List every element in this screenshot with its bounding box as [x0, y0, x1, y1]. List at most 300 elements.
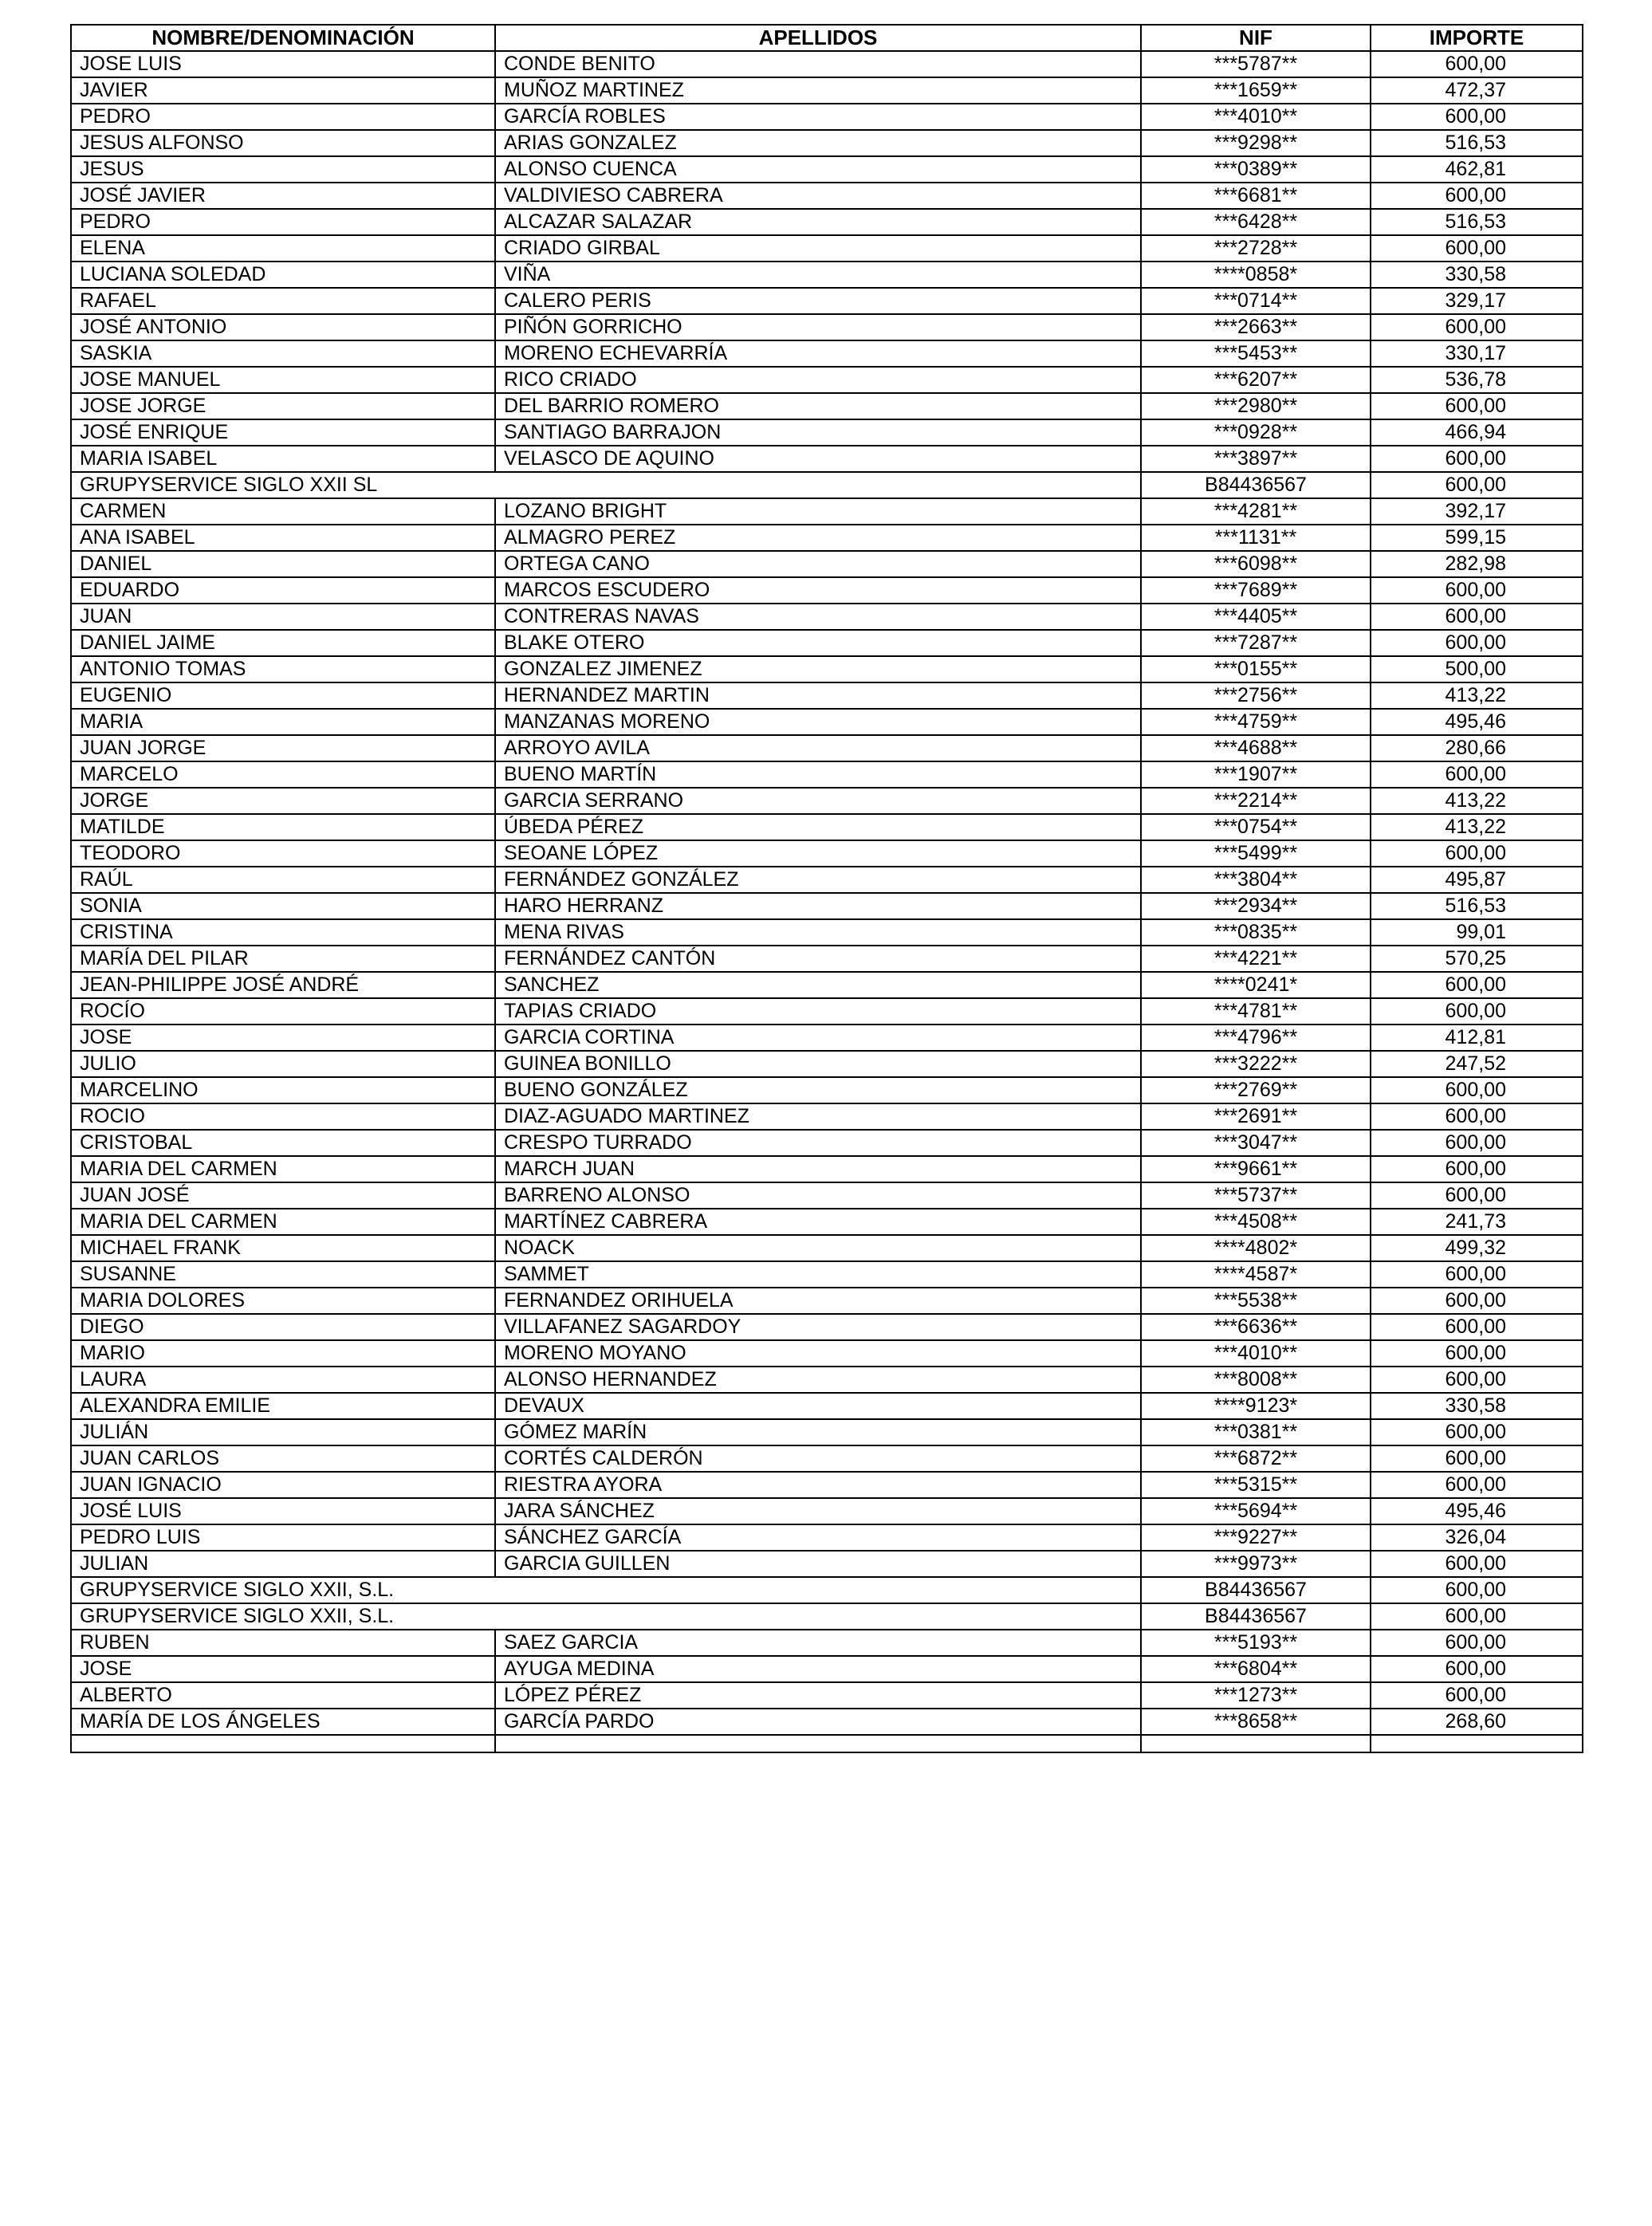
- cell-nombre: ROCÍO: [71, 998, 495, 1025]
- cell-nombre: ROCIO: [71, 1103, 495, 1130]
- table-row: [71, 288, 1583, 314]
- cell-nif: ***9298**: [1141, 130, 1371, 156]
- table-row: [71, 498, 1583, 525]
- cell-importe: 516,53: [1371, 130, 1583, 156]
- cell-apellidos: ARROYO AVILA: [495, 735, 1141, 761]
- cell-apellidos: DIAZ-AGUADO MARTINEZ: [495, 1103, 1141, 1130]
- cell-importe: 330,17: [1371, 340, 1583, 367]
- cell-nif: ***6804**: [1141, 1656, 1371, 1682]
- cell-nif: ***0389**: [1141, 156, 1371, 183]
- cell-nif: ***8008**: [1141, 1367, 1371, 1393]
- cell-nif: ***0754**: [1141, 814, 1371, 840]
- cell-apellidos: GARCIA CORTINA: [495, 1025, 1141, 1051]
- table-row: [71, 367, 1583, 393]
- cell-apellidos: [495, 1735, 1141, 1752]
- cell-importe: 392,17: [1371, 498, 1583, 525]
- cell-importe: 600,00: [1371, 1367, 1583, 1393]
- cell-apellidos: MANZANAS MORENO: [495, 709, 1141, 735]
- cell-nombre: JEAN-PHILIPPE JOSÉ ANDRÉ: [71, 972, 495, 998]
- cell-nombre: DANIEL: [71, 551, 495, 577]
- cell-importe: 600,00: [1371, 1419, 1583, 1445]
- cell-nif: ***5538**: [1141, 1288, 1371, 1314]
- cell-apellidos: DEL BARRIO ROMERO: [495, 393, 1141, 419]
- cell-nombre: JUAN: [71, 604, 495, 630]
- cell-apellidos: LÓPEZ PÉREZ: [495, 1682, 1141, 1709]
- cell-apellidos: SANCHEZ: [495, 972, 1141, 998]
- cell-importe: 600,00: [1371, 104, 1583, 130]
- cell-nif: ***9973**: [1141, 1551, 1371, 1577]
- cell-nif: ***5499**: [1141, 840, 1371, 867]
- table-row: [71, 867, 1583, 893]
- cell-nombre: JOSE: [71, 1656, 495, 1682]
- cell-apellidos: SEOANE LÓPEZ: [495, 840, 1141, 867]
- cell-importe: 472,37: [1371, 77, 1583, 104]
- table-row: [71, 1025, 1583, 1051]
- cell-apellidos: GARCÍA PARDO: [495, 1709, 1141, 1735]
- table-row: [71, 1709, 1583, 1735]
- cell-nombre: ELENA: [71, 235, 495, 262]
- cell-nombre: JAVIER: [71, 77, 495, 104]
- cell-apellidos: CRIADO GIRBAL: [495, 235, 1141, 262]
- cell-nombre: MARIA ISABEL: [71, 446, 495, 472]
- cell-nombre: SASKIA: [71, 340, 495, 367]
- cell-importe: 466,94: [1371, 419, 1583, 446]
- cell-apellidos: CRESPO TURRADO: [495, 1130, 1141, 1156]
- cell-apellidos: VIÑA: [495, 262, 1141, 288]
- cell-importe: 280,66: [1371, 735, 1583, 761]
- cell-nif: ****9123*: [1141, 1393, 1371, 1419]
- cell-importe: 600,00: [1371, 1130, 1583, 1156]
- cell-nif: ***1131**: [1141, 525, 1371, 551]
- table-row: [71, 393, 1583, 419]
- table-row: [71, 1445, 1583, 1472]
- cell-nif: ***7287**: [1141, 630, 1371, 656]
- cell-importe: 500,00: [1371, 656, 1583, 682]
- cell-importe: 600,00: [1371, 1551, 1583, 1577]
- cell-nombre: JESUS: [71, 156, 495, 183]
- cell-nif: B84436567: [1141, 1603, 1371, 1630]
- table-row: [71, 1314, 1583, 1340]
- cell-importe: 599,15: [1371, 525, 1583, 551]
- cell-nif: ***4759**: [1141, 709, 1371, 735]
- table-row: [71, 156, 1583, 183]
- cell-nombre: MARCELINO: [71, 1077, 495, 1103]
- cell-importe: 413,22: [1371, 788, 1583, 814]
- header-nombre: NOMBRE/DENOMINACIÓN: [71, 25, 495, 51]
- table-row: [71, 235, 1583, 262]
- cell-importe: 99,01: [1371, 919, 1583, 946]
- cell-apellidos: PIÑÓN GORRICHO: [495, 314, 1141, 340]
- cell-importe: 413,22: [1371, 814, 1583, 840]
- cell-apellidos: SANTIAGO BARRAJON: [495, 419, 1141, 446]
- cell-nombre: DANIEL JAIME: [71, 630, 495, 656]
- cell-apellidos: FERNÁNDEZ CANTÓN: [495, 946, 1141, 972]
- table-row: [71, 1682, 1583, 1709]
- cell-nif: B84436567: [1141, 472, 1371, 498]
- cell-nombre: MATILDE: [71, 814, 495, 840]
- cell-nif: ***6098**: [1141, 551, 1371, 577]
- cell-nombre: PEDRO LUIS: [71, 1524, 495, 1551]
- table-row: [71, 919, 1583, 946]
- cell-nif: ***6636**: [1141, 1314, 1371, 1340]
- table-row: [71, 682, 1583, 709]
- table-row: [71, 998, 1583, 1025]
- cell-importe: 536,78: [1371, 367, 1583, 393]
- cell-apellidos: FERNANDEZ ORIHUELA: [495, 1288, 1141, 1314]
- table-row: [71, 1630, 1583, 1656]
- cell-nif: ***6872**: [1141, 1445, 1371, 1472]
- cell-nif: ***0714**: [1141, 288, 1371, 314]
- cell-apellidos: ALONSO HERNANDEZ: [495, 1367, 1141, 1393]
- cell-nif: ***4405**: [1141, 604, 1371, 630]
- cell-importe: 495,87: [1371, 867, 1583, 893]
- cell-nombre: JESUS ALFONSO: [71, 130, 495, 156]
- cell-apellidos: AYUGA MEDINA: [495, 1656, 1141, 1682]
- cell-nombre: ANA ISABEL: [71, 525, 495, 551]
- cell-importe: 330,58: [1371, 1393, 1583, 1419]
- table-row: [71, 551, 1583, 577]
- cell-apellidos: VELASCO DE AQUINO: [495, 446, 1141, 472]
- cell-nif: B84436567: [1141, 1577, 1371, 1603]
- cell-importe: 600,00: [1371, 1682, 1583, 1709]
- cell-nombre: MARCELO: [71, 761, 495, 788]
- cell-nombre: JOSE JORGE: [71, 393, 495, 419]
- table-row: [71, 340, 1583, 367]
- cell-nif: ***6207**: [1141, 367, 1371, 393]
- cell-nombre: ALBERTO: [71, 1682, 495, 1709]
- cell-nif: ***2756**: [1141, 682, 1371, 709]
- cell-nombre: MARIO: [71, 1340, 495, 1367]
- table-row: [71, 314, 1583, 340]
- cell-apellidos: MENA RIVAS: [495, 919, 1141, 946]
- cell-apellidos: CORTÉS CALDERÓN: [495, 1445, 1141, 1472]
- cell-nombre: JULIO: [71, 1051, 495, 1077]
- header-nif: NIF: [1141, 25, 1371, 51]
- cell-importe: 600,00: [1371, 235, 1583, 262]
- cell-importe: 600,00: [1371, 1630, 1583, 1656]
- cell-nombre: PEDRO: [71, 209, 495, 235]
- cell-nombre: MARIA DEL CARMEN: [71, 1156, 495, 1182]
- table-row: [71, 446, 1583, 472]
- table-row: [71, 1577, 1583, 1603]
- table-row: [71, 1051, 1583, 1077]
- cell-nombre: GRUPYSERVICE SIGLO XXII SL: [71, 472, 1141, 498]
- cell-nombre: JOSÉ ANTONIO: [71, 314, 495, 340]
- cell-importe: 600,00: [1371, 1472, 1583, 1498]
- cell-importe: 499,32: [1371, 1235, 1583, 1261]
- cell-nif: ***5737**: [1141, 1182, 1371, 1209]
- cell-apellidos: ARIAS GONZALEZ: [495, 130, 1141, 156]
- table-row: [71, 761, 1583, 788]
- cell-nombre: MARÍA DEL PILAR: [71, 946, 495, 972]
- cell-nombre: JOSE: [71, 1025, 495, 1051]
- cell-importe: 600,00: [1371, 577, 1583, 604]
- header-apellidos: APELLIDOS: [495, 25, 1141, 51]
- cell-importe: 570,25: [1371, 946, 1583, 972]
- cell-nif: [1141, 1735, 1371, 1752]
- cell-nombre: EDUARDO: [71, 577, 495, 604]
- cell-nif: ****4587*: [1141, 1261, 1371, 1288]
- cell-nif: ***5787**: [1141, 51, 1371, 77]
- cell-nif: ***5694**: [1141, 1498, 1371, 1524]
- cell-nombre: TEODORO: [71, 840, 495, 867]
- cell-nif: ***6428**: [1141, 209, 1371, 235]
- cell-apellidos: GÓMEZ MARÍN: [495, 1419, 1141, 1445]
- cell-nif: ***3047**: [1141, 1130, 1371, 1156]
- table-row: [71, 1288, 1583, 1314]
- cell-nif: ****0858*: [1141, 262, 1371, 288]
- cell-importe: 600,00: [1371, 1261, 1583, 1288]
- table-row: [71, 1367, 1583, 1393]
- cell-importe: 600,00: [1371, 840, 1583, 867]
- table-row: [71, 209, 1583, 235]
- cell-nif: ***2728**: [1141, 235, 1371, 262]
- cell-apellidos: GUINEA BONILLO: [495, 1051, 1141, 1077]
- cell-importe: 600,00: [1371, 630, 1583, 656]
- cell-nif: ***2980**: [1141, 393, 1371, 419]
- cell-nombre: MARIA DEL CARMEN: [71, 1209, 495, 1235]
- cell-nif: ***9227**: [1141, 1524, 1371, 1551]
- table-row: [71, 51, 1583, 77]
- cell-apellidos: BLAKE OTERO: [495, 630, 1141, 656]
- cell-nif: ***1273**: [1141, 1682, 1371, 1709]
- cell-importe: 516,53: [1371, 893, 1583, 919]
- table-row: [71, 1419, 1583, 1445]
- cell-nombre: MARIA: [71, 709, 495, 735]
- cell-nombre: MARIA DOLORES: [71, 1288, 495, 1314]
- cell-nombre: LUCIANA SOLEDAD: [71, 262, 495, 288]
- table-row: [71, 893, 1583, 919]
- cell-nombre: [71, 1735, 495, 1752]
- cell-importe: 326,04: [1371, 1524, 1583, 1551]
- cell-apellidos: ALCAZAR SALAZAR: [495, 209, 1141, 235]
- cell-nif: ***2214**: [1141, 788, 1371, 814]
- cell-importe: 600,00: [1371, 761, 1583, 788]
- cell-importe: 600,00: [1371, 51, 1583, 77]
- table-row: [71, 788, 1583, 814]
- cell-nombre: LAURA: [71, 1367, 495, 1393]
- cell-importe: 600,00: [1371, 183, 1583, 209]
- table-row: [71, 577, 1583, 604]
- table-row: [71, 1393, 1583, 1419]
- table-row: [71, 1235, 1583, 1261]
- cell-apellidos: MARTÍNEZ CABRERA: [495, 1209, 1141, 1235]
- cell-nombre: CRISTINA: [71, 919, 495, 946]
- cell-importe: 282,98: [1371, 551, 1583, 577]
- cell-nif: ***2663**: [1141, 314, 1371, 340]
- cell-nombre: JOSE MANUEL: [71, 367, 495, 393]
- cell-apellidos: ALONSO CUENCA: [495, 156, 1141, 183]
- table-row: [71, 262, 1583, 288]
- cell-apellidos: CONDE BENITO: [495, 51, 1141, 77]
- beneficiaries-table: [70, 24, 1583, 1753]
- cell-apellidos: MUÑOZ MARTINEZ: [495, 77, 1141, 104]
- cell-nif: ***4796**: [1141, 1025, 1371, 1051]
- cell-nif: ***6681**: [1141, 183, 1371, 209]
- cell-importe: 600,00: [1371, 998, 1583, 1025]
- cell-nif: ****4802*: [1141, 1235, 1371, 1261]
- cell-importe: 329,17: [1371, 288, 1583, 314]
- table-row: [71, 604, 1583, 630]
- cell-nombre: RAÚL: [71, 867, 495, 893]
- cell-nombre: GRUPYSERVICE SIGLO XXII, S.L.: [71, 1577, 1141, 1603]
- cell-apellidos: ÚBEDA PÉREZ: [495, 814, 1141, 840]
- cell-importe: 600,00: [1371, 393, 1583, 419]
- table-row: [71, 1261, 1583, 1288]
- cell-importe: 241,73: [1371, 1209, 1583, 1235]
- cell-apellidos: MARCOS ESCUDERO: [495, 577, 1141, 604]
- cell-apellidos: BUENO GONZÁLEZ: [495, 1077, 1141, 1103]
- cell-nif: ***4781**: [1141, 998, 1371, 1025]
- cell-nombre: MICHAEL FRANK: [71, 1235, 495, 1261]
- cell-importe: 600,00: [1371, 604, 1583, 630]
- cell-nombre: JUAN IGNACIO: [71, 1472, 495, 1498]
- cell-nif: ***9661**: [1141, 1156, 1371, 1182]
- cell-nif: ***2769**: [1141, 1077, 1371, 1103]
- cell-nif: ***0381**: [1141, 1419, 1371, 1445]
- cell-apellidos: SAEZ GARCIA: [495, 1630, 1141, 1656]
- cell-nombre: SUSANNE: [71, 1261, 495, 1288]
- cell-importe: 600,00: [1371, 1182, 1583, 1209]
- cell-nombre: EUGENIO: [71, 682, 495, 709]
- table-row: [71, 419, 1583, 446]
- table-row: [71, 1209, 1583, 1235]
- cell-nif: ***5193**: [1141, 1630, 1371, 1656]
- cell-nombre: ANTONIO TOMAS: [71, 656, 495, 682]
- cell-apellidos: GARCÍA ROBLES: [495, 104, 1141, 130]
- table-row: [71, 814, 1583, 840]
- cell-importe: 413,22: [1371, 682, 1583, 709]
- cell-importe: 247,52: [1371, 1051, 1583, 1077]
- cell-nif: ***2934**: [1141, 893, 1371, 919]
- table-row: [71, 472, 1583, 498]
- cell-nif: ****0241*: [1141, 972, 1371, 998]
- cell-importe: 600,00: [1371, 1603, 1583, 1630]
- table-row: [71, 1551, 1583, 1577]
- cell-apellidos: JARA SÁNCHEZ: [495, 1498, 1141, 1524]
- table-row: [71, 630, 1583, 656]
- cell-nif: ***0155**: [1141, 656, 1371, 682]
- cell-importe: 600,00: [1371, 1656, 1583, 1682]
- table-row: [71, 1077, 1583, 1103]
- table-header-row: [71, 25, 1583, 51]
- cell-apellidos: ALMAGRO PEREZ: [495, 525, 1141, 551]
- table-row: [71, 1524, 1583, 1551]
- cell-apellidos: ORTEGA CANO: [495, 551, 1141, 577]
- table-row: [71, 1130, 1583, 1156]
- table-row: [71, 1498, 1583, 1524]
- cell-importe: 600,00: [1371, 472, 1583, 498]
- cell-importe: 600,00: [1371, 1445, 1583, 1472]
- cell-nombre: PEDRO: [71, 104, 495, 130]
- cell-importe: 600,00: [1371, 1340, 1583, 1367]
- cell-nif: ***7689**: [1141, 577, 1371, 604]
- cell-nombre: JORGE: [71, 788, 495, 814]
- cell-nif: ***0928**: [1141, 419, 1371, 446]
- table-row: [71, 972, 1583, 998]
- cell-apellidos: RICO CRIADO: [495, 367, 1141, 393]
- cell-nombre: JOSÉ ENRIQUE: [71, 419, 495, 446]
- cell-nif: ***4221**: [1141, 946, 1371, 972]
- cell-apellidos: BARRENO ALONSO: [495, 1182, 1141, 1209]
- cell-nombre: JUAN CARLOS: [71, 1445, 495, 1472]
- table-row: [71, 656, 1583, 682]
- cell-importe: 495,46: [1371, 1498, 1583, 1524]
- cell-apellidos: LOZANO BRIGHT: [495, 498, 1141, 525]
- cell-apellidos: RIESTRA AYORA: [495, 1472, 1141, 1498]
- cell-nombre: CRISTOBAL: [71, 1130, 495, 1156]
- cell-nombre: JOSÉ LUIS: [71, 1498, 495, 1524]
- cell-apellidos: MARCH JUAN: [495, 1156, 1141, 1182]
- cell-nombre: JOSÉ JAVIER: [71, 183, 495, 209]
- cell-nombre: ALEXANDRA EMILIE: [71, 1393, 495, 1419]
- cell-importe: 462,81: [1371, 156, 1583, 183]
- table-row: [71, 1103, 1583, 1130]
- cell-nif: ***1659**: [1141, 77, 1371, 104]
- cell-nombre: JUAN JORGE: [71, 735, 495, 761]
- table-body: [71, 51, 1583, 1752]
- cell-nif: ***1907**: [1141, 761, 1371, 788]
- table-row: [71, 77, 1583, 104]
- cell-importe: 600,00: [1371, 1077, 1583, 1103]
- table-row: [71, 709, 1583, 735]
- cell-nombre: JUAN JOSÉ: [71, 1182, 495, 1209]
- cell-importe: 600,00: [1371, 446, 1583, 472]
- cell-apellidos: DEVAUX: [495, 1393, 1141, 1419]
- table-row: [71, 946, 1583, 972]
- cell-apellidos: BUENO MARTÍN: [495, 761, 1141, 788]
- cell-nif: ***4281**: [1141, 498, 1371, 525]
- cell-apellidos: CALERO PERIS: [495, 288, 1141, 314]
- cell-apellidos: GARCIA SERRANO: [495, 788, 1141, 814]
- cell-nombre: GRUPYSERVICE SIGLO XXII, S.L.: [71, 1603, 1141, 1630]
- cell-nif: ***5315**: [1141, 1472, 1371, 1498]
- cell-nombre: CARMEN: [71, 498, 495, 525]
- cell-nombre: DIEGO: [71, 1314, 495, 1340]
- cell-nif: ***8658**: [1141, 1709, 1371, 1735]
- cell-nif: ***3804**: [1141, 867, 1371, 893]
- table-row: [71, 183, 1583, 209]
- cell-apellidos: NOACK: [495, 1235, 1141, 1261]
- cell-importe: 600,00: [1371, 314, 1583, 340]
- table-header: [71, 25, 1583, 51]
- cell-apellidos: MORENO ECHEVARRÍA: [495, 340, 1141, 367]
- cell-apellidos: FERNÁNDEZ GONZÁLEZ: [495, 867, 1141, 893]
- cell-nombre: RAFAEL: [71, 288, 495, 314]
- cell-apellidos: TAPIAS CRIADO: [495, 998, 1141, 1025]
- cell-importe: 600,00: [1371, 1156, 1583, 1182]
- cell-apellidos: VALDIVIESO CABRERA: [495, 183, 1141, 209]
- table-row: [71, 1603, 1583, 1630]
- cell-importe: 330,58: [1371, 262, 1583, 288]
- table-row: [71, 525, 1583, 551]
- cell-nif: ***4508**: [1141, 1209, 1371, 1235]
- table-row: [71, 1340, 1583, 1367]
- cell-importe: 516,53: [1371, 209, 1583, 235]
- cell-importe: 600,00: [1371, 1288, 1583, 1314]
- cell-nombre: JULIAN: [71, 1551, 495, 1577]
- table-row: [71, 130, 1583, 156]
- cell-importe: [1371, 1735, 1583, 1752]
- table-row: [71, 1472, 1583, 1498]
- cell-nif: ***3897**: [1141, 446, 1371, 472]
- cell-apellidos: CONTRERAS NAVAS: [495, 604, 1141, 630]
- cell-apellidos: HARO HERRANZ: [495, 893, 1141, 919]
- cell-nombre: SONIA: [71, 893, 495, 919]
- cell-apellidos: VILLAFANEZ SAGARDOY: [495, 1314, 1141, 1340]
- cell-apellidos: SÁNCHEZ GARCÍA: [495, 1524, 1141, 1551]
- cell-apellidos: GARCIA GUILLEN: [495, 1551, 1141, 1577]
